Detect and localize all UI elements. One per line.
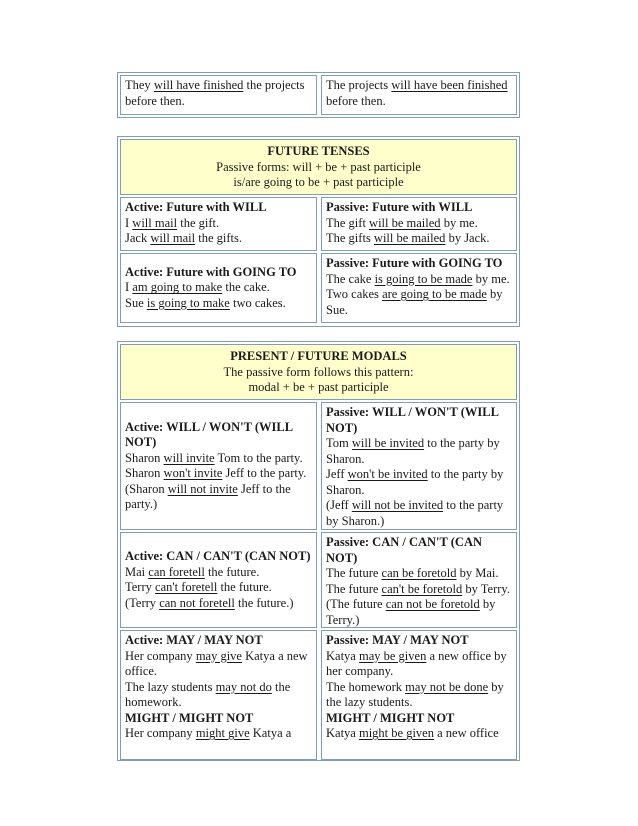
text-run: the future. <box>217 580 272 594</box>
text-run: the future.) <box>234 595 294 610</box>
verb-phrase: may be given <box>358 648 427 663</box>
text-run: The lazy students <box>125 679 216 694</box>
verb-phrase: may not do <box>215 679 272 694</box>
text-line <box>326 78 512 94</box>
text-run: the cake. <box>222 280 270 295</box>
text-line <box>326 436 512 452</box>
text-line <box>326 551 512 567</box>
active-cell <box>120 630 317 760</box>
text-run: Katya <box>326 648 359 663</box>
text-run: Sue <box>125 295 147 310</box>
text-run: by me. <box>440 215 478 230</box>
text-line <box>326 711 512 727</box>
text-run: NOT) <box>125 435 157 449</box>
text-run: her company. <box>326 664 394 678</box>
verb-phrase: are going to be made <box>382 287 487 301</box>
text-line <box>125 711 312 727</box>
text-run: (Terry <box>125 595 160 610</box>
text-line <box>326 726 512 742</box>
text-run: The future <box>326 581 382 596</box>
text-run: Her company <box>125 726 196 740</box>
text-line <box>125 231 312 247</box>
text-run: Passive: WILL / WON'T (WILL <box>326 405 499 419</box>
verb-phrase: is going to make <box>146 295 230 310</box>
section-title: PRESENT / FUTURE MODALS <box>230 349 407 363</box>
verb-phrase: am going to make <box>132 280 223 295</box>
text-run: The gift <box>326 215 370 230</box>
text-run: by me. <box>472 271 510 286</box>
text-run: The future <box>326 566 382 580</box>
table-row <box>120 532 517 628</box>
verb-phrase: can be foretold <box>381 566 457 580</box>
text-run: They <box>125 78 154 92</box>
text-line <box>125 265 312 281</box>
text-line <box>125 78 312 94</box>
text-run: The projects <box>326 78 392 92</box>
text-line <box>125 680 312 696</box>
text-run: by <box>486 287 503 301</box>
text-line <box>326 272 512 288</box>
text-run: Active: Future with WILL <box>125 200 267 214</box>
text-run: the lazy students. <box>326 695 413 709</box>
text-run: the projects <box>243 78 305 92</box>
verb-phrase: can not foretell <box>159 595 235 610</box>
verb-phrase: will have been finished <box>391 78 508 92</box>
text-line <box>125 497 312 513</box>
text-run: MIGHT / MIGHT NOT <box>326 710 455 725</box>
text-run: (The future <box>326 597 386 611</box>
text-run: I <box>125 215 133 230</box>
text-line <box>326 566 512 582</box>
active-cell <box>120 75 317 115</box>
text-line <box>125 649 312 665</box>
passive-cell <box>321 532 517 628</box>
text-run: by <box>488 679 504 694</box>
text-run: Two cakes <box>326 287 383 301</box>
text-line <box>125 94 312 110</box>
verb-phrase: might be given <box>358 726 434 740</box>
text-run: party.) <box>125 497 158 511</box>
passive-cell <box>321 402 517 530</box>
verb-phrase: will be mailed <box>369 215 441 230</box>
table-row <box>120 253 517 323</box>
verb-phrase: might give <box>195 726 250 740</box>
text-line <box>125 280 312 296</box>
verb-phrase: may give <box>195 648 242 663</box>
text-run: by Terry. <box>462 581 510 596</box>
table-future-tenses <box>117 136 520 327</box>
text-run: Jeff to the <box>237 481 291 496</box>
text-run: Sharon. <box>326 482 365 497</box>
text-run: to the party by <box>424 436 500 450</box>
passive-cell <box>321 197 517 251</box>
text-run: the gifts. <box>195 231 243 245</box>
text-line <box>326 514 512 530</box>
text-line <box>326 613 512 629</box>
text-run: Katya a <box>249 726 292 740</box>
text-line <box>326 483 512 499</box>
text-run: Tom to the party. <box>214 450 303 465</box>
text-line <box>125 466 312 482</box>
text-run: Active: Future with GOING TO <box>125 264 297 279</box>
text-run: a new office by <box>426 648 507 663</box>
verb-phrase: will be invited <box>351 436 425 450</box>
text-line <box>326 649 512 665</box>
table-modals <box>117 341 520 761</box>
text-run: Her company <box>125 648 196 663</box>
text-run: Katya a new <box>241 648 308 663</box>
text-line <box>326 405 512 421</box>
table-row <box>120 402 517 530</box>
text-run: Jeff to the party. <box>222 466 307 480</box>
text-line <box>125 695 312 711</box>
verb-phrase: may not be done <box>405 679 489 694</box>
text-line <box>125 435 312 451</box>
text-line <box>125 726 312 742</box>
text-line <box>326 498 512 514</box>
passive-cell <box>321 75 517 115</box>
text-run: to the party <box>443 498 504 512</box>
text-line <box>125 482 312 498</box>
verb-phrase: will invite <box>163 450 215 465</box>
text-line <box>125 451 312 467</box>
text-run: Active: CAN / CAN'T (CAN NOT) <box>125 549 311 563</box>
section-subtitle-line1: The passive form follows this pattern: <box>223 364 414 379</box>
text-run: (Jeff <box>326 498 352 512</box>
text-run: Sharon. <box>326 451 365 466</box>
table-row <box>120 75 517 115</box>
text-run: homework. <box>125 695 182 709</box>
verb-phrase: will have finished <box>153 78 244 92</box>
text-run: Mai <box>125 564 149 579</box>
text-line <box>326 256 512 272</box>
text-run: Active: WILL / WON'T (WILL <box>125 419 294 434</box>
text-run: The homework <box>326 679 406 694</box>
text-line <box>125 420 312 436</box>
text-line <box>326 695 512 711</box>
passive-cell <box>321 253 517 323</box>
text-line <box>125 664 312 680</box>
verb-phrase: is going to be made <box>374 271 473 286</box>
text-run: the gift. <box>177 215 220 230</box>
active-cell <box>120 402 317 530</box>
text-run: before then. <box>125 93 185 108</box>
text-line <box>326 664 512 680</box>
text-line <box>326 535 512 551</box>
text-line <box>125 565 312 581</box>
text-line <box>326 231 512 247</box>
table-continued <box>117 72 520 118</box>
text-run: Passive: MAY / MAY NOT <box>326 633 469 647</box>
text-run: (Sharon <box>125 481 168 496</box>
verb-phrase: will mail <box>150 231 196 245</box>
text-run: by Sharon.) <box>326 513 385 528</box>
table-row <box>120 630 517 760</box>
verb-phrase: will not be invited <box>351 498 444 512</box>
text-run: the future. <box>204 564 260 579</box>
text-run: The cake <box>326 271 375 286</box>
text-run: by Mai. <box>456 566 499 580</box>
text-run: Terry <box>125 580 156 594</box>
text-run: two cakes. <box>229 295 286 310</box>
text-line <box>326 452 512 468</box>
verb-phrase: will not invite <box>167 481 238 496</box>
text-line <box>326 467 512 483</box>
text-run: by <box>479 597 496 611</box>
text-run: Passive: Future with WILL <box>326 200 473 214</box>
text-line <box>326 216 512 232</box>
text-line <box>125 596 312 612</box>
text-run: Sharon <box>125 466 164 480</box>
verb-phrase: won't be invited <box>347 467 428 481</box>
text-run: The gifts <box>326 231 374 245</box>
section-subtitle-line2: is/are going to be + past participle <box>233 175 404 189</box>
text-run: NOT) <box>326 550 358 565</box>
text-run: MIGHT / MIGHT NOT <box>125 710 254 725</box>
text-run: a new office <box>433 726 499 740</box>
text-run: the <box>271 679 291 694</box>
text-line <box>326 633 512 649</box>
text-line <box>326 94 512 110</box>
text-line <box>125 296 312 312</box>
text-line <box>125 633 312 649</box>
text-run: Terry.) <box>326 612 360 627</box>
text-line <box>125 200 312 216</box>
verb-phrase: won't invite <box>163 466 223 480</box>
section-header <box>120 139 517 195</box>
text-run: office. <box>125 664 158 678</box>
text-line <box>326 200 512 216</box>
verb-phrase: can not be foretold <box>385 597 480 611</box>
text-line <box>326 303 512 319</box>
text-run: Passive: CAN / CAN'T (CAN <box>326 535 483 549</box>
text-run: Jack <box>125 231 151 245</box>
text-run: Sharon <box>125 450 164 465</box>
section-subtitle-line2: modal + be + past participle <box>248 380 389 394</box>
text-run: by Jack. <box>445 231 490 245</box>
text-run: Passive: Future with GOING TO <box>326 256 503 270</box>
verb-phrase: can't foretell <box>155 580 218 594</box>
text-line <box>326 680 512 696</box>
verb-phrase: will mail <box>132 215 178 230</box>
active-cell <box>120 532 317 628</box>
text-line <box>326 421 512 437</box>
verb-phrase: can foretell <box>148 564 205 579</box>
text-run: I <box>125 280 133 295</box>
text-line <box>125 216 312 232</box>
text-run: NOT) <box>326 420 358 435</box>
text-run: Sue. <box>326 302 348 317</box>
text-run: Jeff <box>326 467 348 481</box>
text-line <box>125 580 312 596</box>
text-run: to the party by <box>427 467 504 481</box>
text-line <box>326 597 512 613</box>
text-run: Active: MAY / MAY NOT <box>125 633 263 647</box>
verb-phrase: can't be foretold <box>381 581 463 596</box>
text-line <box>326 287 512 303</box>
table-row <box>120 197 517 251</box>
text-run: Katya <box>326 726 359 740</box>
text-line <box>125 549 312 565</box>
passive-cell <box>321 630 517 760</box>
verb-phrase: will be mailed <box>373 231 446 245</box>
text-run: before then. <box>326 93 386 108</box>
text-run: Tom <box>326 436 352 450</box>
text-line <box>326 582 512 598</box>
section-header <box>120 344 517 400</box>
section-subtitle-line1: Passive forms: will + be + past participle <box>216 159 421 174</box>
active-cell <box>120 253 317 323</box>
section-title: FUTURE TENSES <box>267 144 370 158</box>
active-cell <box>120 197 317 251</box>
